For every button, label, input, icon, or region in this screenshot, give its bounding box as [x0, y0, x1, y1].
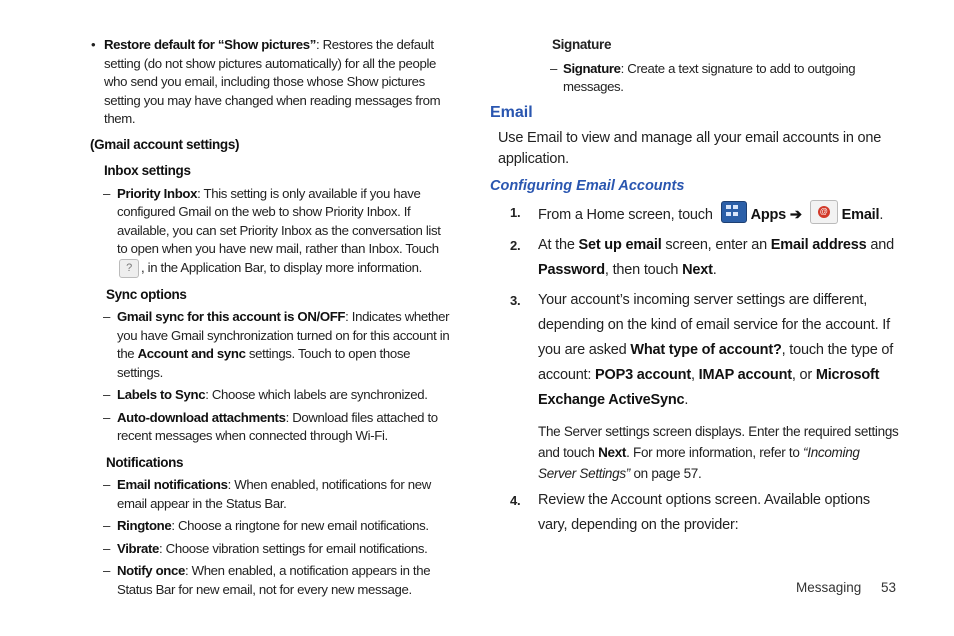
note-next-label: Next: [598, 445, 627, 460]
sync-options-heading: Sync options: [106, 286, 187, 302]
auto-download-item: [90, 409, 452, 446]
arrow-icon: ➔: [789, 207, 802, 223]
dash-marker: –: [550, 61, 557, 76]
account-type-label: What type of account?: [630, 342, 782, 358]
notifications-list: [90, 476, 452, 599]
vibrate-text: : Choose vibration settings for email notifications.: [159, 540, 428, 556]
priority-inbox-item: [90, 185, 452, 278]
step-2: [490, 233, 900, 283]
email-address-label: Email address: [770, 237, 867, 253]
priority-inbox-text-end: , in the Application Bar, to display more information.: [141, 259, 422, 275]
sync-options-list: [90, 308, 452, 446]
step-3-text-b: , touch the type of account:: [538, 342, 894, 383]
note-page-ref: on page 57.: [630, 466, 702, 481]
step-number: 2.: [510, 238, 521, 253]
auto-download-text: : Download files attached to recent messages when connected through Wi-Fi.: [117, 409, 438, 444]
server-settings-note: [490, 421, 900, 484]
email-intro: Use Email to view and manage all your email accounts in one application.: [498, 130, 882, 167]
labels-to-sync-item: [90, 386, 452, 405]
steps-list: [490, 200, 900, 538]
signature-text: : Create a text signature to add to outgoing messages.: [563, 61, 856, 94]
step-2-end: .: [712, 262, 717, 278]
apps-label: Apps: [750, 207, 787, 223]
step-1: [490, 200, 900, 228]
signature-item: [490, 60, 900, 96]
exchange-label: Microsoft Exchange ActiveSync: [538, 367, 880, 408]
ringtone-title: Ringtone: [117, 518, 172, 534]
labels-to-sync-text: : Choose which labels are synchronized.: [205, 387, 428, 403]
step-3-end: .: [684, 392, 689, 408]
vibrate-item: [90, 540, 452, 559]
step-2-text-b: screen, enter an: [661, 237, 771, 253]
notifications-heading: Notifications: [106, 454, 184, 470]
ringtone-item: [90, 517, 452, 536]
page-number: 53: [881, 580, 897, 595]
email-notifications-item: [90, 476, 452, 513]
email-notifications-title: Email notifications: [117, 477, 228, 493]
restore-default-text: : Restores the default setting (do not show pictures automatically) for all the people who send you email, including those whose Show pictures setting you may have changed when reading messages from them.: [104, 37, 441, 126]
step-3-text: Your account’s incoming server settings are different, depending on the kind of email service for the account. If you are asked: [538, 292, 890, 358]
gmail-sync-text: : Indicates whether you have Gmail synchronization turned on for this account in the: [117, 309, 450, 362]
step-1-end: .: [879, 207, 884, 223]
restore-default-item: [90, 36, 452, 129]
account-and-sync-label: Account and sync: [137, 346, 246, 362]
inbox-settings-heading: Inbox settings: [104, 163, 191, 178]
left-column: [90, 36, 452, 603]
configuring-email-heading: Configuring Email Accounts: [490, 178, 685, 194]
step-number: 4.: [510, 493, 521, 508]
help-icon: ?: [119, 259, 139, 278]
incoming-server-settings-ref: “Incoming Server Settings”: [538, 445, 860, 481]
notify-once-text: : When enabled, a notification appears in the Status Bar for new email, not for every new message.: [117, 563, 431, 597]
step-number: 1.: [510, 205, 521, 220]
notify-once-title: Notify once: [117, 563, 185, 579]
step-3-text-d: , or: [791, 367, 816, 383]
apps-icon: [721, 201, 747, 223]
pop3-label: POP3 account: [595, 367, 691, 383]
auto-download-title: Auto-download attachments: [117, 409, 286, 425]
restore-default-title: Restore default for “Show pictures”: [104, 37, 316, 52]
step-1-text: From a Home screen, touch: [538, 207, 713, 223]
email-label: Email: [841, 207, 880, 223]
priority-inbox-text: : This setting is only available if you have configured Gmail on the web to show Priority Inbox. If available, you can set Priority Inbox as the conversation list to open when you have new mail, rather than Inbox. Touch: [117, 185, 441, 256]
note-text-b: . For more information, refer to: [626, 445, 804, 460]
right-column: [490, 36, 900, 538]
email-heading: Email: [490, 104, 533, 121]
imap-label: IMAP account: [698, 367, 792, 383]
inbox-settings-list: [90, 185, 452, 278]
signature-heading: Signature: [552, 37, 612, 52]
next-label: Next: [682, 262, 713, 278]
vibrate-title: Vibrate: [117, 540, 160, 556]
password-label: Password: [538, 262, 605, 278]
step-4-text: Review the Account options screen. Available options vary, depending on the provider:: [538, 492, 870, 533]
step-2-text: At the: [538, 237, 579, 253]
step-4: [490, 488, 900, 538]
gmail-settings-heading: (Gmail account settings): [90, 136, 240, 152]
signature-title: Signature: [563, 61, 621, 76]
ringtone-text: : Choose a ringtone for new email notifications.: [171, 518, 429, 534]
gmail-sync-item: [90, 308, 452, 382]
email-icon: @: [810, 200, 838, 224]
note-text: The Server settings screen displays. Enter the required settings and touch: [538, 424, 899, 460]
email-notifications-text: : When enabled, notifications for new email appear in the Status Bar.: [117, 477, 431, 511]
notify-once-item: [90, 562, 452, 599]
step-2-text-d: , then touch: [604, 262, 683, 278]
step-2-text-c: and: [866, 237, 894, 253]
gmail-sync-title: Gmail sync for this account is ON/OFF: [117, 309, 346, 325]
step-3: [490, 288, 900, 413]
footer-section: Messaging: [796, 580, 862, 595]
labels-to-sync-title: Labels to Sync: [117, 387, 206, 403]
set-up-email-label: Set up email: [578, 237, 662, 253]
gmail-sync-text-end: settings. Touch to open those settings.: [117, 346, 411, 380]
step-3-text-c: ,: [690, 367, 699, 383]
step-number: 3.: [510, 293, 521, 308]
priority-inbox-title: Priority Inbox: [117, 185, 198, 201]
